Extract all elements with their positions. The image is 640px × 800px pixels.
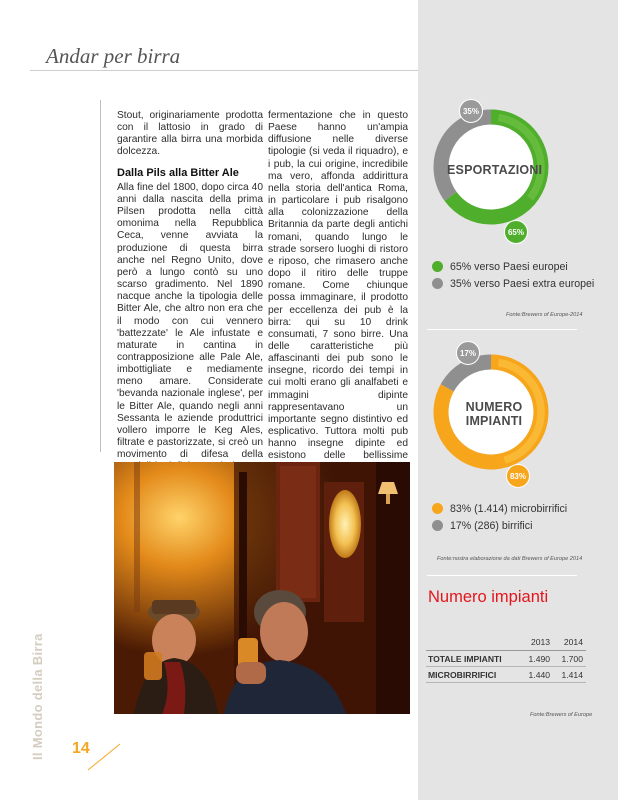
section-divider: [427, 329, 577, 330]
table-header-cell: 2013: [520, 636, 553, 651]
section-paragraph: Alla fine del 1800, dopo circa 40 anni dalla nascita della prima Pilsen prodotta nella città omonima nella Repubblica Ceca, venne avviata la produzione di questa birra anche nel Regno Unito, dove però a lungo contò su uno scarso gradimento. Nel 1890 nacque anche la tipologia delle Bitter Ale, che altro non era che il modo con cui vennero 'battezzate' le Ale infustate e maturate in cantina in contrapposizione alle Pale Ale, imbottigliate e mediamente meno amare. Considerate 'bevanda nazionale inglese', per le Bitter Ale, quando negli anni Sessanta le aziende produttrici vollero imporre le Keg Ales, filtrate e pastorizzate, si creò un movimento di difesa della: [117, 181, 263, 461]
table-row: [426, 651, 586, 667]
table-cell: TOTALE IMPIANTI: [426, 651, 520, 667]
table-title: Numero impianti: [428, 588, 549, 606]
legend-label: 17% (286) birrifici: [450, 519, 533, 532]
pub-photo: [114, 462, 410, 714]
table-cell: 1.440: [520, 667, 553, 683]
plants-legend: [432, 500, 567, 534]
table-cell: 1.414: [553, 667, 586, 683]
legend-label: 35% verso Paesi extra europei: [450, 277, 595, 290]
green-dot-icon: [432, 261, 443, 272]
exports-chart-title: ESPORTAZIONI: [447, 163, 543, 177]
legend-item: [432, 258, 594, 275]
section-heading: Dalla Pils alla Bitter Ale: [117, 166, 239, 179]
slice-label-65: 65%: [504, 220, 528, 244]
gray-dot-icon: [432, 520, 443, 531]
legend-item: [432, 500, 567, 517]
legend-item: [432, 517, 567, 534]
legend-label: 65% verso Paesi europei: [450, 260, 568, 273]
table-cell: 1.490: [520, 651, 553, 667]
table-cell: MICROBIRRIFICI: [426, 667, 520, 683]
table-header-cell: 2014: [553, 636, 586, 651]
column-divider: [100, 100, 101, 452]
plants-chart-title-line: IMPIANTI: [465, 414, 523, 428]
table-header-row: [426, 636, 586, 651]
exports-legend: [432, 258, 594, 292]
intro-paragraph: Stout, originariamente prodotta con il lattosio in grado di garantire alla birra una morbida dolcezza.: [117, 110, 263, 158]
table-row: [426, 667, 586, 683]
orange-dot-icon: [432, 503, 443, 514]
legend-label: 83% (1.414) microbirrifici: [450, 502, 568, 515]
gray-dot-icon: [432, 278, 443, 289]
page-title: Andar per birra: [46, 44, 181, 68]
plants-chart-title: [452, 400, 536, 428]
table-header-cell: [426, 636, 520, 651]
plants-table: [426, 636, 586, 683]
body-paragraph: fermentazione che in questo Paese hanno un'ampia diffusione nelle diverse tipologie (si veda il riquadro), e i pub, la cui origine, incredibile ma vero, affonda addirittura nella storia dell'antica Roma, in particolare i pub risalgono alla colonizzazione della Britannia da parte degli antichi romani, quando lungo le strade sorsero luoghi di ristoro e riposo, che rimasero anche dopo il ritiro delle truppe romane. Come chiunque possa immaginare, il prodotto per eccellenza dei pub è la birra: qui su 10 drink consumati, 7 sono birre. Una delle caratteristiche più affascinanti dei pub sono le insegne, ricordo dei tempi in cui molti erano gli analfabeti e immagini dipinte rappresentavano un importante segno distintivo ed esplicativo. Tuttora molti pub hanno insegne dipinte ed esistono delle bellissime: [268, 110, 408, 462]
section-divider: [427, 575, 577, 576]
slice-label-83: 83%: [506, 464, 530, 488]
plants-source: Fonte:nostra elaborazione da dati Brewers of Europe 2014: [437, 556, 583, 562]
slice-label-17: 17%: [456, 341, 480, 365]
slice-label-35: 35%: [459, 99, 483, 123]
magazine-side-label: Il Mondo della Birra: [30, 633, 45, 760]
page-number: 14: [72, 740, 90, 757]
plants-chart-title-line: NUMERO: [465, 400, 523, 414]
legend-item: [432, 275, 594, 292]
header-divider: [30, 70, 418, 71]
exports-source: Fonte:Brewers of Europe-2014: [506, 312, 583, 318]
page-slash-decoration: [84, 742, 124, 772]
table-source: Fonte:Brewers of Europe: [530, 712, 593, 718]
table-cell: 1.700: [553, 651, 586, 667]
